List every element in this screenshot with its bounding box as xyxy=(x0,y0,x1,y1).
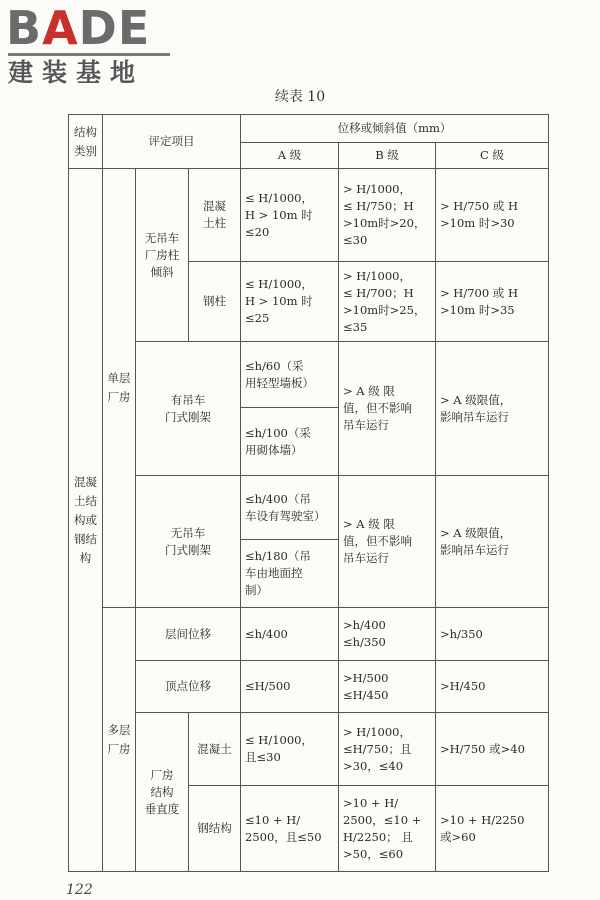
multi-steel-a-cell xyxy=(241,786,339,872)
steel-column-b: > H/1000， ≤ H/700；H >10m时>25， ≤35 xyxy=(343,268,426,334)
steel-column-name-cell xyxy=(189,262,241,342)
logo-letter-a: A xyxy=(42,1,79,55)
no-crane-column-cell xyxy=(136,169,189,342)
no-crane-frame-a2: ≤h/180（吊 车由地面控 制） xyxy=(245,549,311,597)
crane-frame-a1-cell xyxy=(241,342,339,408)
steel-column-c-cell xyxy=(436,262,549,342)
logo-letters-de: DE xyxy=(78,1,151,55)
header-category-text: 结构 类别 xyxy=(74,124,97,158)
header-level-b-text: B 级 xyxy=(375,148,399,162)
steel-column-a: ≤ H/1000， H > 10m 时 ≤25 xyxy=(245,277,313,325)
multi-steel-a: ≤10 + H/ 2500，且≤50 xyxy=(245,812,322,844)
header-level-c-text: C 级 xyxy=(480,148,504,162)
crane-frame-a1: ≤h/60（采 用轻型墙板） xyxy=(245,358,314,390)
concrete-column-name: 混凝 土柱 xyxy=(203,199,226,230)
single-storey-cell xyxy=(103,169,136,608)
no-crane-frame-a2-cell xyxy=(241,540,339,608)
multi-steel-name: 钢结构 xyxy=(197,821,232,835)
multi-concrete-c-cell xyxy=(436,713,549,786)
table-title: 续表 10 xyxy=(274,89,326,105)
steel-column-name: 钢柱 xyxy=(203,294,226,308)
header-level-b xyxy=(339,143,436,169)
crane-frame-cell xyxy=(136,342,241,476)
multi-steel-name-cell xyxy=(189,786,241,872)
multi-concrete-b-cell xyxy=(339,713,436,786)
steel-column-c: > H/700 或 H >10m 时>35 xyxy=(440,285,518,317)
structure-type-text: 混凝 土结 构或 钢结 构 xyxy=(74,474,97,565)
no-crane-frame-text: 无吊车 门式刚架 xyxy=(165,525,211,557)
crane-frame-a2-cell xyxy=(241,408,339,476)
multi-steel-c-cell xyxy=(436,786,549,872)
crane-frame-a2: ≤h/100（采 用砌体墙） xyxy=(245,425,311,457)
logo-subtitle: 建装基地 xyxy=(8,58,145,87)
concrete-column-a: ≤ H/1000， H > 10m 时 ≤20 xyxy=(245,190,313,239)
concrete-column-name-cell xyxy=(189,169,241,262)
multi-storey-text: 多层 厂房 xyxy=(107,722,131,756)
crane-frame-c: > A 级限值， 影响吊车运行 xyxy=(440,392,512,424)
top-c-cell xyxy=(436,661,549,713)
multi-concrete-b: > H/1000， ≤H/750；且 >30，≤40 xyxy=(343,724,412,773)
no-crane-frame-a1-cell xyxy=(241,476,339,540)
brand-logo xyxy=(6,1,170,87)
no-crane-frame-cell xyxy=(136,476,241,608)
no-crane-column-text: 无吊车 厂房柱 倾斜 xyxy=(144,230,180,279)
multi-steel-c: >10 + H/2250 或>60 xyxy=(440,812,525,844)
top-b-cell xyxy=(339,661,436,713)
top-name: 顶点位移 xyxy=(165,679,211,693)
crane-frame-b: > A 级 限 值，但不影响 吊车运行 xyxy=(343,384,412,432)
header-group xyxy=(241,115,549,143)
header-category xyxy=(69,115,103,169)
steel-column-a-cell xyxy=(241,262,339,342)
logo-wordmark xyxy=(6,1,170,55)
top-name-cell xyxy=(136,661,241,713)
interstory-name-cell xyxy=(136,608,241,661)
crane-frame-c-cell xyxy=(436,342,549,476)
header-level-c xyxy=(436,143,549,169)
displacement-table xyxy=(68,114,549,872)
concrete-column-c-cell xyxy=(436,169,549,262)
page-number: 122 xyxy=(66,882,93,898)
multi-concrete-a: ≤ H/1000， 且≤30 xyxy=(245,733,313,764)
no-crane-frame-a1: ≤h/400（吊 车设有驾驶室） xyxy=(245,491,326,523)
interstory-name: 层间位移 xyxy=(165,626,211,641)
interstory-c: >h/350 xyxy=(440,626,483,641)
multi-steel-b-cell xyxy=(339,786,436,872)
header-item-text: 评定项目 xyxy=(148,134,195,148)
top-c: >H/450 xyxy=(440,679,486,693)
concrete-column-c: > H/750 或 H >10m 时>30 xyxy=(440,199,518,230)
verticality-text: 厂房 结构 垂直度 xyxy=(144,767,180,816)
multi-concrete-a-cell xyxy=(241,713,339,786)
crane-frame-b-cell xyxy=(339,342,436,476)
top-a: ≤H/500 xyxy=(245,679,291,693)
no-crane-frame-b: > A 级 限 值，但不影响 吊车运行 xyxy=(343,517,412,565)
steel-column-b-cell xyxy=(339,262,436,342)
interstory-b: >h/400 ≤h/350 xyxy=(343,618,386,649)
crane-frame-text: 有吊车 门式刚架 xyxy=(165,392,211,424)
multi-storey-cell xyxy=(103,608,136,872)
interstory-a-cell xyxy=(241,608,339,661)
no-crane-frame-c: > A 级限值， 影响吊车运行 xyxy=(440,525,512,557)
header-item xyxy=(103,115,241,169)
multi-steel-b: >10 + H/ 2500，≤10 + H/2250； 且 >50，≤60 xyxy=(343,795,422,861)
structure-type-cell xyxy=(69,169,103,872)
concrete-column-b-cell xyxy=(339,169,436,262)
single-storey-text: 单层 厂房 xyxy=(107,371,131,404)
multi-concrete-name: 混凝土 xyxy=(197,741,232,756)
multi-concrete-name-cell xyxy=(189,713,241,786)
no-crane-frame-b-cell xyxy=(339,476,436,608)
header-level-a xyxy=(241,143,339,169)
top-a-cell xyxy=(241,661,339,713)
interstory-a: ≤h/400 xyxy=(245,626,288,641)
interstory-c-cell xyxy=(436,608,549,661)
top-b: >H/500 ≤H/450 xyxy=(343,670,389,702)
concrete-column-a-cell xyxy=(241,169,339,262)
interstory-b-cell xyxy=(339,608,436,661)
header-level-a-text: A 级 xyxy=(277,148,302,162)
logo-letter-b: B xyxy=(6,1,43,55)
header-group-text: 位移或倾斜值（mm） xyxy=(337,121,452,135)
concrete-column-b: > H/1000， ≤ H/750；H >10m时>20， ≤30 xyxy=(343,182,426,247)
no-crane-frame-c-cell xyxy=(436,476,549,608)
verticality-cell xyxy=(136,713,189,872)
multi-concrete-c: >H/750 或>40 xyxy=(440,741,525,756)
